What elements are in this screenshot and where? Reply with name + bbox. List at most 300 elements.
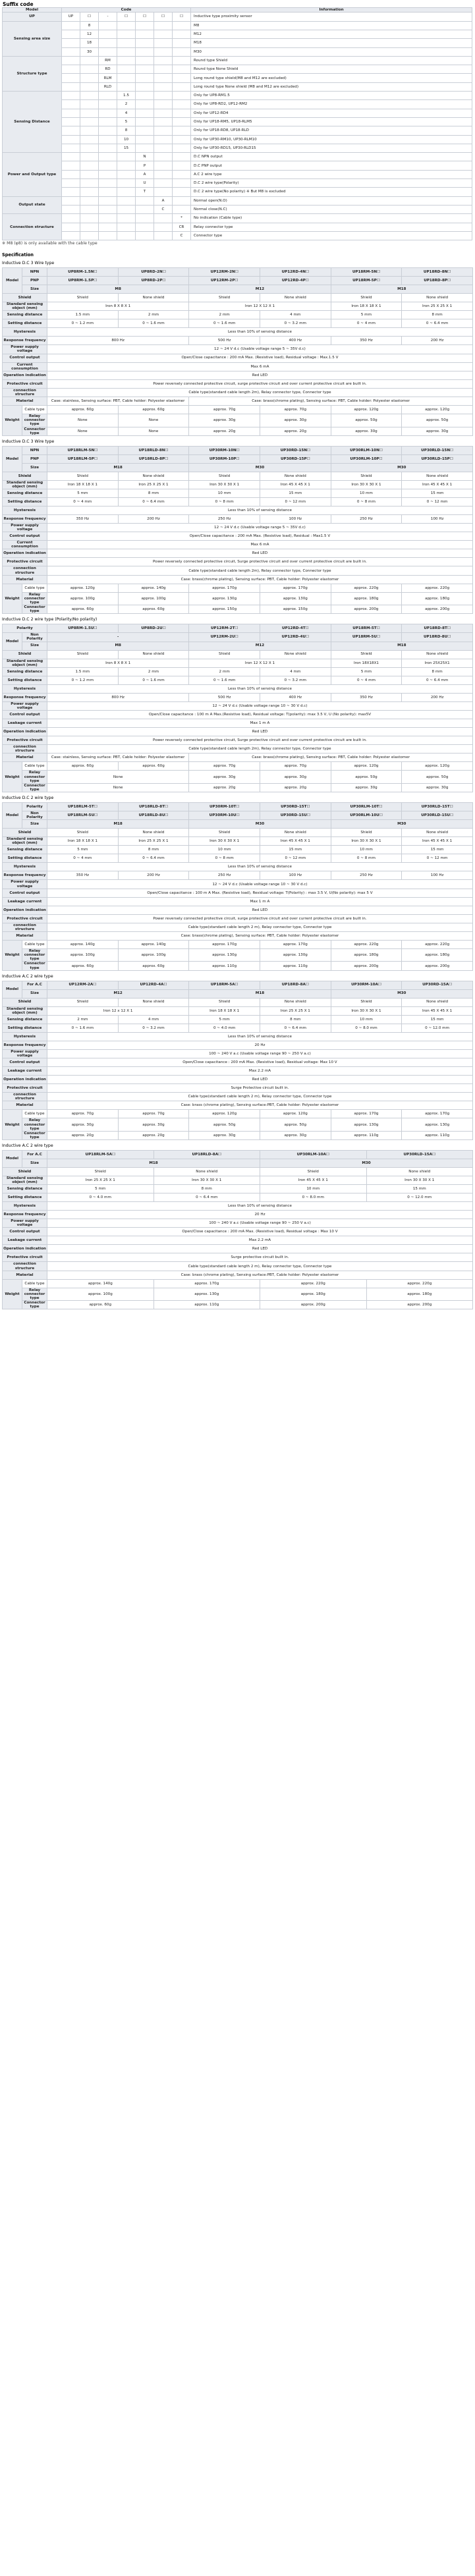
spec-value-cell: approx. 30g: [47, 1118, 119, 1131]
spec-value-cell: None shield: [118, 650, 189, 659]
spec-value-cell: 0 ~ 12 mm: [402, 854, 473, 863]
spec-value-cell: approx. 20g: [189, 783, 260, 792]
spec-row-label: Connector type: [22, 427, 47, 435]
spec-value-cell: approx. 120g: [331, 406, 402, 414]
spec-value-cell: approx. 180g: [366, 1288, 473, 1300]
spec-value-cell: Open/Close capacitance : 200 mA Max. (Resistive load), Residual voltage: Max 10 V: [47, 1058, 473, 1067]
suffix-code-cell: C: [154, 205, 173, 213]
spec-value-cell: approx. 180g: [402, 592, 473, 605]
spec-value-cell: approx. 30g: [402, 783, 473, 792]
suffix-row: [3, 100, 472, 109]
spec-row-label: Response frequency: [3, 1211, 47, 1219]
spec-value-cell: Shield: [260, 1167, 367, 1176]
suffix-info-cell: D.C NPN output: [191, 153, 472, 161]
spec-value-cell: Shield: [331, 472, 402, 480]
spec-value-cell: Shield: [47, 293, 119, 302]
spec-header-cell: UP18RLD-8N☐: [118, 446, 189, 454]
spec-value-cell: None: [118, 427, 189, 435]
spec-header-cell: UP30RLM-10U☐: [331, 811, 402, 819]
spec-value-cell: None shield: [402, 472, 473, 480]
spec-header-cell: UP30RM-10N☐: [189, 446, 260, 454]
spec-row: [3, 362, 473, 371]
suffix-info-cell: Only for UP8-RM1.5: [191, 92, 472, 100]
spec-row: [3, 592, 473, 605]
spec-header-cell: UP30RM-10T☐: [189, 802, 260, 811]
spec-row: [3, 1167, 473, 1176]
spec-value-cell: 8 mm: [118, 846, 189, 854]
spec-row: [3, 379, 473, 388]
suffix-empty-cell: [154, 231, 173, 240]
spec-value-cell: 4 mm: [118, 1015, 189, 1024]
spec-value-cell: Iron 12 X 12 X 1: [189, 659, 331, 667]
spec-value-cell: Power reversely connected protective circuit, Surge protective circuit and over current protective circuit are built in.: [47, 558, 473, 566]
spec-row: [3, 549, 473, 558]
spec-value-cell: 200 Hz: [118, 514, 189, 523]
spec-value-cell: 15 mm: [260, 846, 331, 854]
spec-row: [3, 829, 473, 837]
spec-header-cell: UP30RLD-15T☐: [402, 802, 473, 811]
spec-row: [3, 302, 473, 310]
spec-header-cell: UP18RLM-5P☐: [47, 454, 119, 463]
spec-row-label: Control output: [3, 532, 47, 541]
spec-value-cell: approx. 50g: [331, 771, 402, 783]
suffix-row: [3, 161, 472, 170]
spec-row-label: Material: [3, 754, 47, 762]
spec-header-cell: UP30RD-15N☐: [260, 446, 331, 454]
spec-row-label: Power supply voltage: [3, 880, 47, 889]
suffix-row: [3, 74, 472, 82]
suffix-empty-cell: [80, 205, 99, 213]
spec-row-label: Leakage current: [3, 719, 47, 728]
spec-row-label: Sensing distance: [3, 1015, 47, 1024]
spec-value-cell: Cable type(standard cable length 2m), Relay connector type, Connector type: [47, 745, 473, 754]
spec-value-cell: 100 ~ 240 V a.c (Usable voltage range 90 ~ 250 V a.c): [47, 1049, 473, 1058]
spec-value-cell: approx. 120g: [402, 762, 473, 771]
spec-header-cell: UP18RD-8N☐: [402, 267, 473, 276]
spec-value-cell: Less than 10% of sensing distance: [47, 1032, 473, 1041]
spec-value-cell: None shield: [118, 998, 189, 1006]
spec-value-cell: approx. 50g: [402, 414, 473, 427]
spec-value-cell: 10 mm: [331, 1015, 402, 1024]
suffix-empty-cell: [154, 170, 173, 178]
spec-row: [3, 566, 473, 575]
spec-row: [3, 624, 473, 633]
spec-value-cell: approx. 170g: [331, 1110, 402, 1118]
suffix-empty-cell: [154, 223, 173, 231]
suffix-empty-cell: [154, 39, 173, 47]
spec-row-label: Shield: [3, 472, 47, 480]
suffix-empty-cell: [80, 126, 99, 135]
suffix-empty-cell: [80, 74, 99, 82]
spec-row-label: Shield: [3, 829, 47, 837]
spec-value-cell: 0 ~ 1.6 mm: [189, 676, 260, 684]
suffix-info-cell: M8: [191, 21, 472, 30]
suffix-empty-cell: [136, 21, 154, 30]
suffix-code-cell: RLM: [99, 74, 117, 82]
suffix-header-info: Information: [191, 8, 472, 13]
spec-header-cell: UP18RM-5P☐: [331, 276, 402, 285]
suffix-empty-cell: [154, 153, 173, 161]
spec-value-cell: Shield: [189, 998, 260, 1006]
spec-row-label: Standard sensing object (mm): [3, 1006, 47, 1015]
suffix-code-cell: ☐: [154, 13, 173, 21]
spec-row: [3, 728, 473, 736]
spec-value-cell: Case: brass (chrome plating), Sensing surface:PBT, Cable holder: Polyester elastomer: [47, 1271, 473, 1279]
suffix-empty-cell: [136, 126, 154, 135]
spec-value-cell: 2 mm: [118, 311, 189, 319]
spec-value-cell: approx. 30g: [118, 1118, 189, 1131]
suffix-info-cell: D.C 2 wire type(No polarity) ※ But M8 is excluded: [191, 188, 472, 196]
spec-value-cell: approx. 60g: [47, 962, 119, 970]
spec-header-cell: M30: [331, 820, 472, 829]
suffix-row: [3, 82, 472, 91]
suffix-empty-cell: [117, 21, 136, 30]
spec-value-cell: approx. 180g: [331, 949, 402, 962]
suffix-info-cell: A.C 2 wire type: [191, 170, 472, 178]
spec-row-label: Protective circuit: [3, 914, 47, 923]
suffix-row: [3, 65, 472, 74]
spec-value-cell: Max 1 m A: [47, 897, 473, 906]
spec-header-cell: NPN: [22, 446, 47, 454]
suffix-info-cell: M12: [191, 30, 472, 38]
spec-value-cell: Iron 30 X 30 X 1: [189, 837, 260, 846]
spec-header-cell: UP12RD-4A☐: [118, 981, 189, 989]
spec-value-cell: Shield: [189, 829, 260, 837]
suffix-empty-cell: [173, 205, 191, 213]
spec-row-label: Power supply voltage: [3, 523, 47, 532]
spec-row: [3, 1101, 473, 1110]
spec-value-cell: Cable type: [22, 1110, 47, 1118]
spec-row: [3, 889, 473, 897]
suffix-empty-cell: [99, 153, 117, 161]
spec-value-cell: approx. 200g: [402, 605, 473, 614]
spec-row-label: Power supply voltage: [3, 1219, 47, 1228]
spec-value-cell: None shield: [402, 829, 473, 837]
spec-row: [3, 1076, 473, 1084]
spec-value-cell: Iron 30 X 30 X 1: [189, 480, 260, 489]
spec-value-cell: approx. 70g: [260, 406, 331, 414]
suffix-empty-cell: [173, 74, 191, 82]
spec-row-label: Operation indication: [3, 371, 47, 379]
spec-value-cell: 5 mm: [47, 1185, 154, 1193]
spec-row: [3, 650, 473, 659]
suffix-empty-cell: [154, 47, 173, 56]
suffix-code-cell: A: [136, 170, 154, 178]
spec-row-label: Standard sensing object (mm): [3, 837, 47, 846]
spec-value-cell: approx. 170g: [260, 941, 331, 949]
spec-value-cell: Iron 12 X 12 X 1: [189, 302, 331, 310]
spec-table: [2, 446, 473, 615]
spec-value-cell: Red LED: [47, 728, 473, 736]
spec-header-cell: UP18RLM-5A☐: [47, 1150, 154, 1159]
spec-header-cell: UP8RD-2U☐: [118, 624, 189, 633]
spec-value-cell: Surge Protective circuit built in.: [47, 1084, 473, 1093]
suffix-info-cell: M30: [191, 47, 472, 56]
spec-value-cell: approx. 50g: [402, 771, 473, 783]
spec-row: [3, 962, 473, 970]
spec-row: [3, 1185, 473, 1193]
spec-row-label: connection structure: [3, 923, 47, 931]
spec-value-cell: 0 ~ 8 mm: [331, 497, 402, 506]
spec-row-label: Shield: [3, 1167, 47, 1176]
spec-value-cell: Case: brass(chrome plating), Sensing surface: PBT, Cable holder: Polyester elastomer: [189, 754, 473, 762]
spec-value-cell: 400 Hz: [260, 337, 331, 345]
suffix-code-cell: ☐: [136, 13, 154, 21]
spec-row: [3, 854, 473, 863]
suffix-empty-cell: [136, 39, 154, 47]
spec-value-cell: approx. 170g: [402, 1110, 473, 1118]
spec-row-label: Connector type: [22, 1301, 47, 1309]
spec-header-cell: UP18RLD-8P☐: [118, 454, 189, 463]
spec-row-label: Relay connector type: [22, 771, 47, 783]
spec-value-cell: 350 Hz: [331, 693, 402, 701]
spec-value-cell: None shield: [118, 829, 189, 837]
suffix-empty-cell: [136, 30, 154, 38]
spec-row-label: Power supply voltage: [3, 1049, 47, 1058]
spec-header-cell: Size: [22, 463, 47, 472]
spec-header-cell: Model: [3, 633, 22, 650]
spec-value-cell: 10 mm: [331, 489, 402, 497]
suffix-empty-cell: [154, 188, 173, 196]
spec-header-cell: Size: [22, 285, 47, 293]
spec-value-cell: 400 Hz: [260, 693, 331, 701]
spec-value-cell: Open/Close capacitance : 200 mA Max. (Resistive load), Residual voltage : Max 10 V: [47, 1228, 473, 1236]
spec-value-cell: Iron 8 X 8 X 1: [47, 302, 189, 310]
suffix-code-cell: 8: [80, 21, 99, 30]
spec-row-label: Material: [3, 575, 47, 584]
suffix-info-cell: Normal close(N.C): [191, 205, 472, 213]
suffix-empty-cell: [62, 179, 80, 188]
suffix-empty-cell: [99, 144, 117, 152]
spec-value-cell: approx. 180g: [331, 592, 402, 605]
spec-row-label: Hysteresis: [3, 863, 47, 871]
suffix-empty-cell: [99, 100, 117, 109]
suffix-empty-cell: [154, 74, 173, 82]
spec-row: [3, 328, 473, 337]
suffix-empty-cell: [99, 231, 117, 240]
spec-row: [3, 397, 473, 406]
spec-row-label: Setting distance: [3, 854, 47, 863]
spec-value-cell: approx. 140g: [118, 941, 189, 949]
spec-row-label: Relay connector type: [22, 1288, 47, 1300]
spec-value-cell: 0 ~ 4 mm: [47, 854, 119, 863]
suffix-empty-cell: [99, 135, 117, 144]
spec-value-cell: 5 mm: [331, 667, 402, 676]
suffix-info-cell: Round type Shield: [191, 56, 472, 65]
spec-value-cell: Shield: [189, 472, 260, 480]
spec-value-cell: Iron 25 X 25 X 1: [260, 1006, 331, 1015]
spec-header-cell: UP30RLD-15U☐: [402, 811, 473, 819]
spec-value-cell: None shield: [260, 829, 331, 837]
spec-value-cell: 0 ~ 8.0 mm: [331, 1024, 402, 1032]
suffix-row: [3, 223, 472, 231]
suffix-info-cell: Long round type None shield (M8 and M12 are excluded): [191, 82, 472, 91]
spec-header-cell: M18: [47, 1159, 260, 1167]
spec-row-label: Protective circuit: [3, 558, 47, 566]
suffix-empty-cell: [154, 179, 173, 188]
spec-row: [3, 345, 473, 354]
spec-value-cell: approx. 60g: [47, 406, 119, 414]
suffix-empty-cell: [99, 223, 117, 231]
spec-row-label: Operation indication: [3, 1245, 47, 1253]
suffix-empty-cell: [62, 205, 80, 213]
suffix-code-cell: T: [136, 188, 154, 196]
spec-value-cell: approx. 220g: [331, 941, 402, 949]
suffix-empty-cell: [136, 196, 154, 205]
suffix-empty-cell: [173, 179, 191, 188]
spec-value-cell: 2 mm: [118, 667, 189, 676]
suffix-empty-cell: [62, 135, 80, 144]
spec-row: [3, 736, 473, 745]
spec-value-cell: approx. 110g: [331, 1131, 402, 1139]
suffix-empty-cell: [99, 161, 117, 170]
spec-row: [3, 414, 473, 427]
spec-row-label: Sensing distance: [3, 667, 47, 676]
spec-header-cell: Size: [22, 1159, 47, 1167]
spec-value-cell: Max 1 m A: [47, 719, 473, 728]
suffix-row: [3, 92, 472, 100]
spec-value-cell: Iron 30 X 30 X 1: [331, 837, 402, 846]
spec-row-label: connection structure: [3, 1093, 47, 1101]
spec-value-cell: 12 ~ 24 V d.c (Usable voltage range 10 ~ 30 V d.c): [47, 701, 473, 710]
suffix-empty-cell: [136, 100, 154, 109]
suffix-empty-cell: [80, 82, 99, 91]
spec-value-cell: approx. 50g: [260, 1118, 331, 1131]
spec-row-label: connection structure: [3, 1262, 47, 1271]
suffix-empty-cell: [173, 117, 191, 126]
spec-value-cell: 8 mm: [260, 1015, 331, 1024]
spec-header-cell: UP18RD-8P☐: [402, 276, 473, 285]
spec-row: [3, 981, 473, 989]
spec-row: [3, 1110, 473, 1118]
spec-row-label: Operation indication: [3, 1076, 47, 1084]
spec-value-cell: 4 mm: [260, 311, 331, 319]
suffix-empty-cell: [154, 161, 173, 170]
spec-value-cell: 0 ~ 6.4 mm: [154, 1193, 260, 1202]
spec-value-cell: approx. 60g: [118, 605, 189, 614]
suffix-empty-cell: [99, 205, 117, 213]
spec-value-cell: approx. 70g: [260, 762, 331, 771]
spec-row-label: Protective circuit: [3, 1084, 47, 1093]
spec-row-label: Connector type: [22, 605, 47, 614]
suffix-empty-cell: [117, 170, 136, 178]
spec-row: [3, 584, 473, 592]
spec-value-cell: approx. 130g: [189, 949, 260, 962]
spec-value-cell: Iron 18 X 18 X 1: [331, 302, 402, 310]
spec-value-cell: approx. 70g: [189, 406, 260, 414]
suffix-row: [3, 188, 472, 196]
suffix-empty-cell: [99, 170, 117, 178]
suffix-empty-cell: [80, 161, 99, 170]
suffix-code-cell: 15: [117, 144, 136, 152]
spec-row: [3, 354, 473, 362]
spec-row-label: Weight: [3, 941, 22, 971]
spec-row-label: Leakage current: [3, 1067, 47, 1076]
spec-row-label: Sensing distance: [3, 846, 47, 854]
spec-value-cell: 0 ~ 4.0 mm: [47, 1193, 154, 1202]
spec-value-cell: 200 Hz: [402, 693, 473, 701]
suffix-empty-cell: [117, 214, 136, 223]
spec-row: [3, 267, 473, 276]
spec-row: [3, 863, 473, 871]
spec-value-cell: Iron 45 X 45 X 1: [402, 837, 473, 846]
spec-row: [3, 523, 473, 532]
spec-tables: [0, 261, 475, 1309]
spec-row-label: Weight: [3, 584, 22, 614]
spec-row-label: Weight: [3, 1110, 22, 1140]
spec-value-cell: approx. 120g: [331, 762, 402, 771]
suffix-empty-cell: [80, 179, 99, 188]
spec-value-cell: 100 ~ 240 V a.c (Usable voltage range 90 ~ 250 V a.c): [47, 1219, 473, 1228]
spec-row: [3, 1032, 473, 1041]
spec-value-cell: Iron 25 X 25 X 1: [402, 302, 473, 310]
spec-value-cell: Shield: [47, 829, 119, 837]
suffix-empty-cell: [80, 135, 99, 144]
spec-value-cell: 100 Hz: [260, 871, 331, 880]
spec-row: [3, 446, 473, 454]
spec-value-cell: 12 ~ 24 V d.c (Usable voltage range 10 ~ 30 V d.c): [47, 880, 473, 889]
spec-value-cell: Iron 30 X 30 X 1: [331, 480, 402, 489]
suffix-empty-cell: [99, 214, 117, 223]
spec-value-cell: approx. 30g: [260, 414, 331, 427]
spec-value-cell: None shield: [260, 472, 331, 480]
spec-row: [3, 762, 473, 771]
suffix-empty-cell: [80, 109, 99, 117]
spec-row: [3, 558, 473, 566]
spec-row: [3, 293, 473, 302]
suffix-empty-cell: [80, 170, 99, 178]
suffix-empty-cell: [136, 82, 154, 91]
suffix-empty-cell: [154, 135, 173, 144]
suffix-empty-cell: [62, 92, 80, 100]
spec-row: [3, 472, 473, 480]
spec-header-cell: M18: [189, 989, 331, 998]
spec-header-cell: Size: [22, 820, 47, 829]
spec-row-label: Response frequency: [3, 337, 47, 345]
suffix-empty-cell: [80, 223, 99, 231]
spec-value-cell: Shield: [189, 650, 260, 659]
spec-value-cell: approx. 120g: [260, 1110, 331, 1118]
spec-value-cell: Iron 30 X 30 X 1: [366, 1176, 473, 1184]
spec-value-cell: 5 mm: [189, 1015, 260, 1024]
spec-value-cell: 250 Hz: [331, 871, 402, 880]
suffix-empty-cell: [154, 126, 173, 135]
spec-row: [3, 1245, 473, 1253]
spec-value-cell: 100 Hz: [402, 514, 473, 523]
spec-value-cell: 15 mm: [260, 489, 331, 497]
spec-row-label: Control output: [3, 1228, 47, 1236]
spec-header-cell: Model: [3, 446, 22, 472]
suffix-code-cell: -: [99, 13, 117, 21]
page-title: Suffix code: [3, 1, 34, 7]
spec-row: [3, 949, 473, 962]
spec-header-cell: M30: [331, 463, 472, 472]
spec-value-cell: approx. 110g: [260, 962, 331, 970]
suffix-info-cell: D.C 2 wire type(Polarity): [191, 179, 472, 188]
suffix-empty-cell: [80, 196, 99, 205]
suffix-row-label: Structure type: [3, 56, 62, 91]
suffix-empty-cell: [62, 56, 80, 65]
spec-value-cell: Less than 10% of sensing distance: [47, 863, 473, 871]
suffix-empty-cell: [62, 109, 80, 117]
spec-value-cell: Open/Close capacitance : 100 m A Max.(Resistive load), Residual voltage: T(polarity): max 3.5 V, U (No polarity): max5V: [47, 711, 473, 719]
suffix-row: [3, 135, 472, 144]
suffix-row: [3, 179, 472, 188]
spec-header-cell: UP18RD-8T☐: [402, 624, 473, 633]
spec-header-cell: NPN: [22, 267, 47, 276]
spec-value-cell: approx. 20g: [189, 427, 260, 435]
spec-value-cell: approx. 130g: [402, 1118, 473, 1131]
